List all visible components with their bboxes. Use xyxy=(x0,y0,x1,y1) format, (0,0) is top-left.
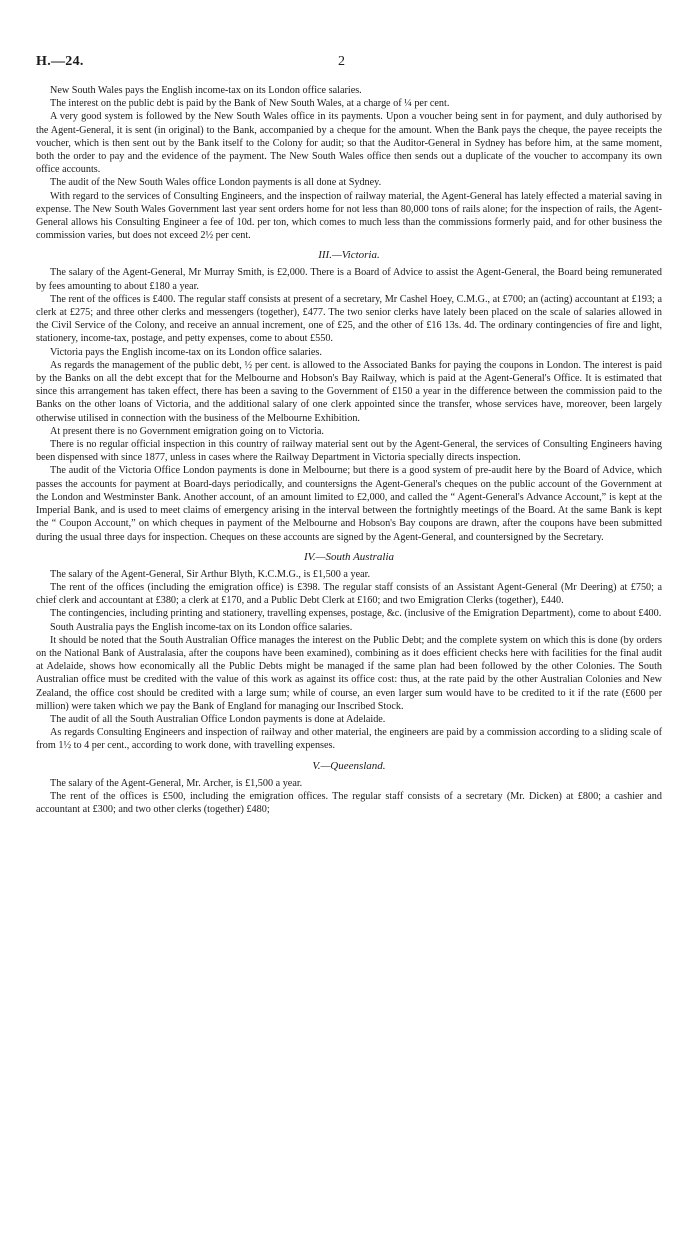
paragraph: The audit of the Victoria Office London payments is done in Melbourne; but there is a good system of pre-audit here by the Board of Advice, which passes the accounts for payment at Board-days periodically, and countersigns the Agent-General's cheques on the public account of the Government at the London and Westminster Bank. Another account, of an amount limited to £2,000, and called the “ Agent-General's Advance Account,” is kept at the Imperial Bank, and is used to meet claims of emergency arising in the interval between the fortnightly meetings of the Board. At the same Bank is kept the “ Coupon Account,” on which cheques in payment of the Melbourne and Hobson's Bay coupons are drawn, after the coupons have been submitted during the usual three days for inspection. Cheques on these accounts are signed by the Agent-General, and countersigned by the Secretary. xyxy=(36,465,662,543)
paragraph: The salary of the Agent-General, Mr Murray Smith, is £2,000. There is a Board of Advice to assist the Agent-General, the Board being remunerated by fees amounting to about £180 a year. xyxy=(36,267,662,292)
page-number: 2 xyxy=(338,54,345,69)
paragraph: The audit of the New South Wales office London payments is all done at Sydney. xyxy=(50,177,382,189)
section xyxy=(36,760,662,817)
paragraph: South Australia pays the English income-tax on its London office salaries. xyxy=(50,621,353,633)
document-body xyxy=(36,84,662,816)
paragraph: Victoria pays the English income-tax on its London office salaries. xyxy=(50,346,322,358)
paragraph: The contingencies, including printing and stationery, travelling expenses, postage, &c. (inclusive of the Emigration Department), come to about £400. xyxy=(50,608,662,620)
paragraph: The rent of the offices is £500, including the emigration offices. The regular staff consists of a secretary (Mr. Dicken) at £800; a cashier and accountant at £300; and two other clerks (together) £480; xyxy=(36,790,662,815)
section-heading: IV.—South Australia xyxy=(303,550,395,563)
paragraph: As regards Consulting Engineers and inspection of railway and other material, the engineers are paid by a commission according to a sliding scale of from 1½ to 4 per cent., according to work done, with travelling expenses. xyxy=(36,727,662,752)
paragraph: At present there is no Government emigration going on to Victoria. xyxy=(50,425,324,437)
section-heading: V.—Queensland. xyxy=(312,759,386,772)
paragraph: The rent of the offices is £400. The regular staff consists at present of a secretary, Mr Cashel Hoey, C.M.G., at £700; an (acting) accountant at £193; a clerk at £275; and three other clerks and messengers (together), £477. The two senior clerks have lately been placed on the scale of salaries allowed in the Civil Service of the Colony, and receive an annual increment, one of £25, and the other of £16 13s. 4d. The ordinary contingencies of fire and light, stationery, income-tax, postage, and petty expenses, come to about £550. xyxy=(36,293,662,345)
section xyxy=(36,551,662,753)
paragraph: The audit of all the South Australian Office London payments is done at Adelaide. xyxy=(50,713,386,725)
paragraph: As regards the management of the public debt, ½ per cent. is allowed to the Associated Banks for paying the coupons in London. The interest is paid by the Banks on all the debt except that for the Melbourne and Hobson's Bay Railway, which is paid at the Agent-General's Office. It is estimated that since this arrangement has taken effect, there has been a saving to the Government of £150 a year in the difference between the commission paid to the Banks on the other loans of Victoria, and the additional salary of one clerk appointed since the transfer, whose services have, moreover, been largely otherwise utilised in connection with the business of the Melbourne Exhibition. xyxy=(36,359,662,424)
paragraph: The interest on the public debt is paid by the Bank of New South Wales, at a charge of ¼ per cent. xyxy=(50,98,450,110)
paragraph: The salary of the Agent-General, Sir Arthur Blyth, K.C.M.G., is £1,500 a year. xyxy=(50,568,370,580)
paragraph: The rent of the offices (including the emigration office) is £398. The regular staff consists of an Assistant Agent-General (Mr Deering) at £750; a chief clerk and accountant at £380; a clerk at £170, and a Public Debt Clerk at £160; and two Emigration Clerks (together), £440. xyxy=(36,581,662,607)
paragraph: New South Wales pays the English income-tax on its London office salaries. xyxy=(50,85,362,96)
paragraph: A very good system is followed by the New South Wales office in its payments. Upon a voucher being sent in for payment, and duly authorised by the Agent-General, it is sent (in original) to the Bank, accompanied by a cheque for the amount. When the Bank pays the cheque, the payee receipts the voucher, which is then sent out by the Bank itself to the Colony for audit; so that the Auditor-General in Sydney has before him, at the same moment, both the order to pay and the evidence of the payment. The New South Wales office then sends out a duplicate of the voucher to accompany its own office accounts. xyxy=(36,111,662,176)
section-heading: III.—Victoria. xyxy=(318,249,380,262)
paragraph: With regard to the services of Consulting Engineers, and the inspection of railway material, the Agent-General has lately effected a material saving in expense. The New South Wales Government last year sent orders home for not less than 80,000 tons of rails alone; for the inspection of rails, the Agent-General allows his Consulting Engineer a fee of 10d. per ton, which comes to much less than the commissions formerly paid, and for other business the commission varies, but does not exceed 2½ per cent. xyxy=(36,190,662,242)
document-reference: H.—24. xyxy=(36,54,84,69)
paragraph: It should be noted that the South Australian Office manages the interest on the Public Debt; and the complete system on which this is done (by orders on the National Bank of Australasia, after the coupons have been examined), combining as it does efficient checks here with facilities for the final audit at Adelaide, shows how economically all the Public Debts might be managed if the same plan had been followed by the other Colonies. The South Australian office must be credited with the value of this work as against its office cost: thus, at the rate paid by the other Australian Colonies and New Zealand, the office cost should be credited with a large sum; while of course, an even larger sum would have to be credited to it if the rate (£600 per million) were taken which we pay the Bank of England for managing our Inscribed Stock. xyxy=(36,634,662,712)
paragraph: There is no regular official inspection in this country of railway material sent out by the Agent-General, the services of Consulting Engineers having been dispensed with since 1877, unless in cases where the Railway Department in Victoria specially directs inspection. xyxy=(36,439,662,464)
paragraph: The salary of the Agent-General, Mr. Archer, is £1,500 a year. xyxy=(50,777,303,789)
section xyxy=(36,84,662,242)
page-header xyxy=(36,54,662,76)
section xyxy=(36,249,662,543)
